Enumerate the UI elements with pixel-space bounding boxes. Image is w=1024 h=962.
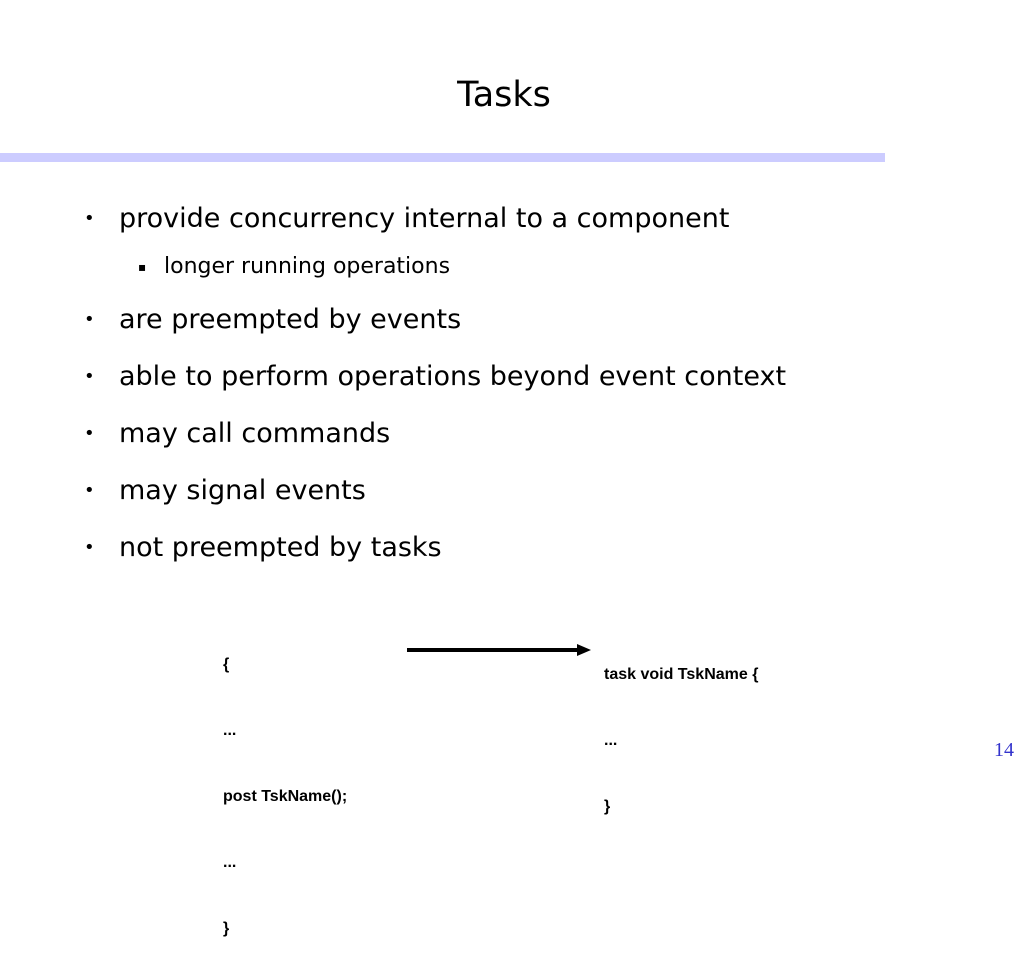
bullet-text: provide concurrency internal to a component	[119, 203, 730, 234]
bullet-marker: •	[84, 208, 95, 229]
code-line: }	[223, 920, 230, 937]
code-line: post TskName();	[223, 788, 348, 805]
bullet-text: may signal events	[119, 475, 366, 506]
code-line: {	[223, 656, 230, 673]
bullet-marker: •	[84, 309, 95, 330]
task-code-block	[604, 620, 758, 840]
bullet-text: not preempted by tasks	[119, 532, 442, 563]
sub-bullet-text: longer running operations	[164, 254, 451, 279]
code-line: ...	[223, 722, 237, 739]
bullet-marker: •	[84, 423, 95, 444]
code-line: }	[604, 798, 611, 815]
bullet-text: are preempted by events	[119, 304, 462, 335]
caller-code-block	[223, 610, 347, 962]
bullet-marker: •	[84, 366, 95, 387]
bullet-text: able to perform operations beyond event context	[119, 361, 787, 392]
page-number: 14	[994, 739, 1014, 761]
slide-title: Tasks	[457, 75, 551, 115]
bullet-text: may call commands	[119, 418, 391, 449]
arrow-head	[577, 644, 591, 656]
code-line: ...	[223, 854, 237, 871]
code-line: ...	[604, 732, 618, 749]
sub-bullet-marker: ▪	[138, 260, 147, 274]
bullet-marker: •	[84, 537, 95, 558]
bullet-marker: •	[84, 480, 95, 501]
code-line: task void TskName {	[604, 666, 759, 683]
arrow-right-icon	[405, 640, 595, 660]
